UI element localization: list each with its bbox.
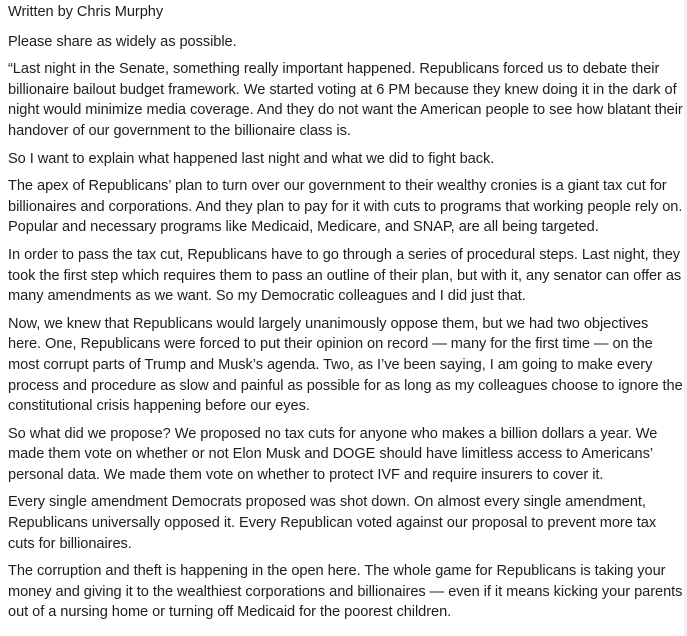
post-paragraph: “Last night in the Senate, something really important happened. Republicans forced us to debate their billionaire bailout budget framework. We started voting at 6 PM because they knew doing it in the dark of night would minimize media coverage. And they do not want the American people to see how blatant their handover of our government to the billionaire class is. — [8, 61, 683, 139]
post-paragraph: So what did we propose? We proposed no tax cuts for anyone who makes a billion dollars a year. We made them vote on whether or not Elon Musk and DOGE should have limitless access to Americans’ personal data. We made them vote on whether to protect IVF and require insurers to cover it. — [8, 425, 658, 483]
post-paragraph: In order to pass the tax cut, Republicans have to go through a series of procedural steps. Last night, they took the first step which requires them to pass an outline of their plan, but with it, any senator can offer as many amendments as we want. So my Democratic colleagues and I did just that. — [8, 246, 682, 305]
post-paragraph: Every single amendment Democrats proposed was shot down. On almost every single amendment, Republicans universally opposed it. Every Republican voted against our proposal to prevent more tax cuts for billionaires. — [8, 494, 657, 552]
post-paragraph: The corruption and theft is happening in the open here. The whole game for Republicans is taking your money and giving it to the wealthiest corporations and billionaires — even if it means kicking your parents out of a nursing home or turning off Medicaid for the poorest children. — [8, 563, 683, 621]
post-paragraph: Please share as widely as possible. — [8, 33, 237, 50]
post-paragraph: Now, we knew that Republicans would largely unanimously oppose them, but we had two objectives here. One, Republicans were forced to put their opinion on record — many for the first time — on the most corrupt parts of Trump and Musk’s agenda. Two, as I’ve been saying, I am going to make every process and procedure as slow and painful as possible for as long as my colleagues choose to ignore the constitutional crisis happening before our eyes. — [8, 315, 683, 415]
post-body — [8, 0, 684, 630]
post-paragraph: The apex of Republicans’ plan to turn over our government to their wealthy cronies is a giant tax cut for billionaires and corporations. And they plan to pay for it with cuts to programs that working people rely on. Popular and necessary programs like Medicaid, Medicare, and SNAP, are all being targeted. — [8, 178, 683, 236]
post-paragraph: So I want to explain what happened last night and what we did to fight back. — [8, 150, 495, 167]
post-byline: Written by Chris Murphy — [8, 4, 164, 20]
